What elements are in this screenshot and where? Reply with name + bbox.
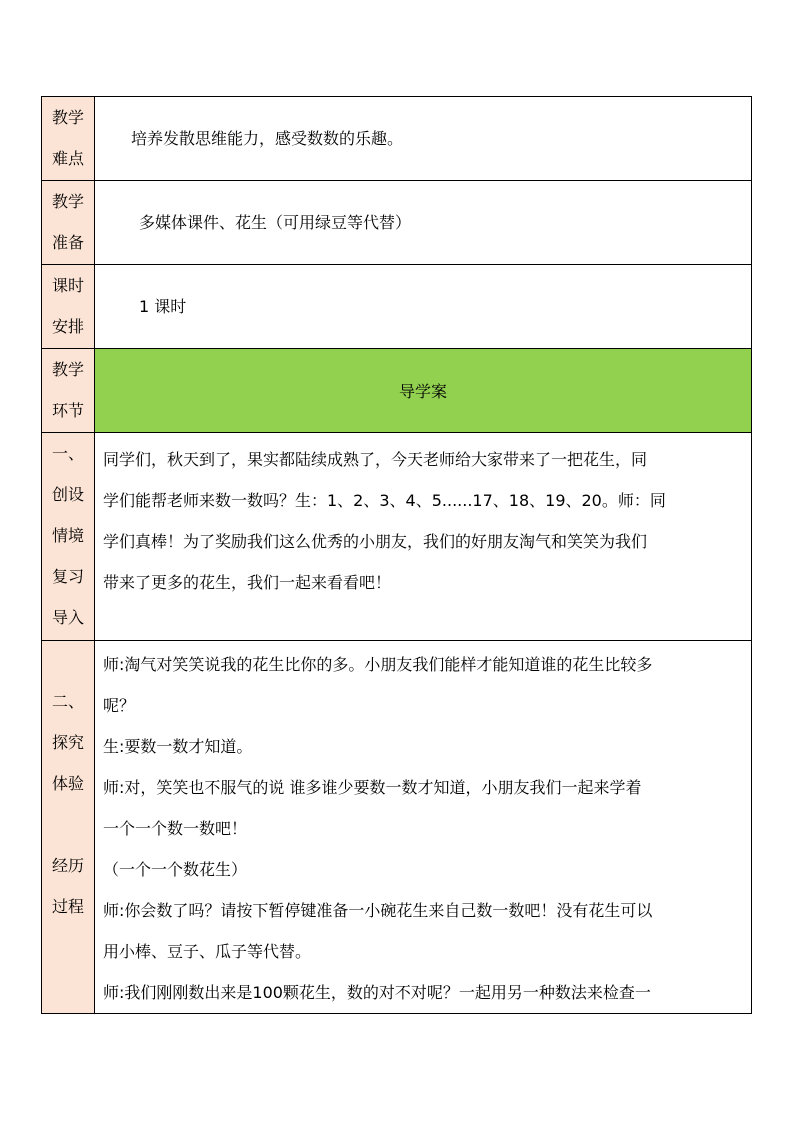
label-line: 环节 [51, 401, 84, 420]
label-line: 难点 [51, 149, 84, 168]
label-line: 二、 [51, 692, 84, 711]
guide-header: 导学案 [95, 349, 752, 433]
label-teaching-difficulty [42, 97, 95, 181]
dialogue-line: （一个一个数花生） [103, 860, 248, 879]
row-class-schedule [42, 265, 752, 349]
label-line: 教学 [51, 192, 84, 211]
row-section-explore [42, 641, 752, 1014]
label-class-schedule [42, 265, 95, 349]
label-teaching-stage [42, 349, 95, 433]
row-section-intro [42, 433, 752, 641]
content-teaching-preparation [95, 181, 752, 265]
label-line: 经历 [51, 856, 84, 875]
dialogue-line: 师:对，笑笑也不服气的说 谁多谁少要数一数才知道，小朋友我们一起来学着 一个一个数一数吧！ [103, 778, 642, 838]
lesson-plan-table [41, 96, 752, 1014]
content-teaching-difficulty [95, 97, 752, 181]
row-teaching-difficulty [42, 97, 752, 181]
schedule-text: 1 课时 [139, 297, 187, 316]
label-line: 准备 [51, 233, 84, 252]
label-line: 探究 [51, 733, 84, 752]
dialogue-line: 生:要数一数才知道。 [103, 737, 253, 756]
content-class-schedule [95, 265, 752, 349]
label-teaching-preparation [42, 181, 95, 265]
dialogue-line: 师:我们刚刚数出来是100颗花生，数的对不对呢？一起用另一种数法来检查一 [103, 983, 651, 1002]
intro-paragraph: 同学们，秋天到了，果实都陆续成熟了，今天老师给大家带来了一把花生，同 学们能帮老师来数一数吗？生：1、2、3、4、5......17、18、19、20。师：同 学们真棒！为了奖励我们这么优秀的小朋友，我们的好朋友淘气和笑笑为我们 带来了更多的花生，我们一起来看看吧！ [103, 450, 666, 592]
content-section-explore [95, 641, 752, 1014]
label-line: 教学 [51, 360, 84, 379]
label-line: 一、 [51, 444, 84, 463]
label-line: 课时 [51, 276, 84, 295]
label-line: 导入 [51, 608, 84, 627]
dialogue-line: 师:淘气对笑笑说我的花生比你的多。小朋友我们能样才能知道谁的花生比较多 呢？ [103, 655, 653, 715]
content-section-intro [95, 433, 752, 641]
difficulty-text: 培养发散思维能力，感受数数的乐趣。 [131, 129, 404, 148]
label-line: 体验 [51, 774, 84, 793]
label-section-explore [42, 641, 95, 1014]
row-teaching-preparation [42, 181, 752, 265]
preparation-text: 多媒体课件、花生（可用绿豆等代替） [139, 213, 412, 232]
label-line: 安排 [51, 317, 84, 336]
label-line: 过程 [51, 897, 84, 916]
label-line: 复习 [51, 567, 84, 586]
label-section-intro [42, 433, 95, 641]
label-line: 情境 [51, 526, 84, 545]
dialogue-line: 师:你会数了吗？请按下暂停键准备一小碗花生来自己数一数吧！没有花生可以 用小棒、豆子、瓜子等代替。 [103, 901, 653, 961]
label-line: 教学 [51, 108, 84, 127]
label-line: 创设 [51, 485, 84, 504]
row-teaching-stage [42, 349, 752, 433]
